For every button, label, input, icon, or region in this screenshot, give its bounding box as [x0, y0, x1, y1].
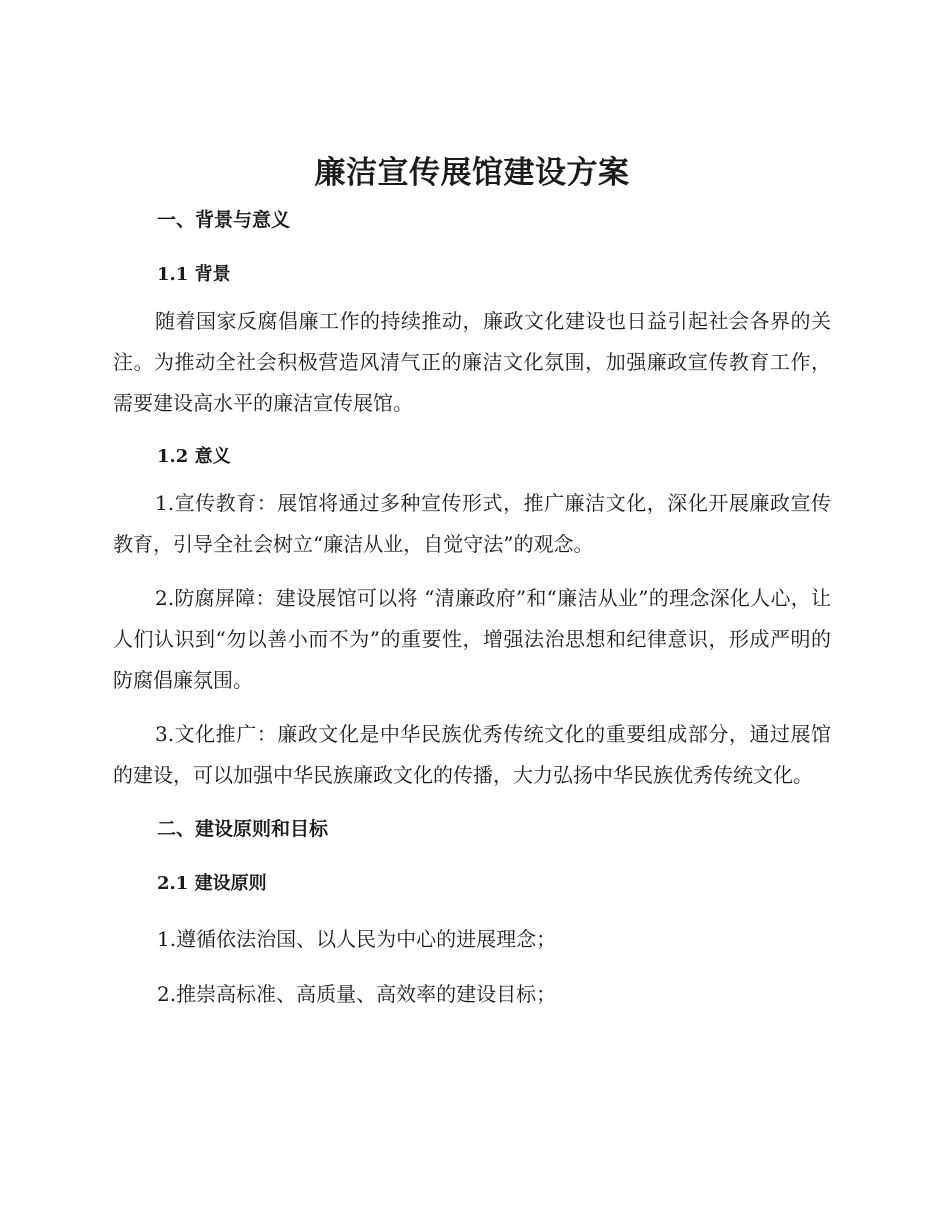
- subsection-heading-significance: 1.2 意义: [157, 446, 231, 467]
- significance-item-education: 1.宣传教育：展馆将通过多种宣传形式，推广廉洁文化，深化开展廉政宣传教育，引导全社会树立“廉洁从业，自觉守法”的观念。: [113, 491, 831, 556]
- document-title: 廉洁宣传展馆建设方案: [314, 155, 630, 191]
- subsection-heading-principles: 2.1 建设原则: [157, 873, 267, 894]
- document-page: [113, 148, 831, 1008]
- section-heading-background: 一、背景与意义: [157, 209, 291, 231]
- subsection-heading-background: 1.1 背景: [157, 264, 231, 285]
- significance-item-anticorruption: 2.防腐屏障：建设展馆可以将 “清廉政府”和“廉洁从业”的理念深化人心，让人们认识到“勿以善小而不为”的重要性，增强法治思想和纪律意识，形成严明的防腐倡廉氛围。: [113, 586, 831, 692]
- section-heading-principles: 二、建设原则和目标: [157, 818, 329, 840]
- significance-item-culture: 3.文化推广：廉政文化是中华民族优秀传统文化的重要组成部分，通过展馆的建设，可以加强中华民族廉政文化的传播，大力弘扬中华民族优秀传统文化。: [113, 722, 831, 787]
- principle-item: 2.推崇高标准、高质量、高效率的建设目标；: [157, 982, 557, 1006]
- background-paragraph: 随着国家反腐倡廉工作的持续推动，廉政文化建设也日益引起社会各界的关注。为推动全社会积极营造风清气正的廉洁文化氛围，加强廉政宣传教育工作，需要建设高水平的廉洁宣传展馆。: [113, 309, 831, 415]
- principle-item: 1.遵循依法治国、以人民为中心的进展理念；: [157, 927, 557, 951]
